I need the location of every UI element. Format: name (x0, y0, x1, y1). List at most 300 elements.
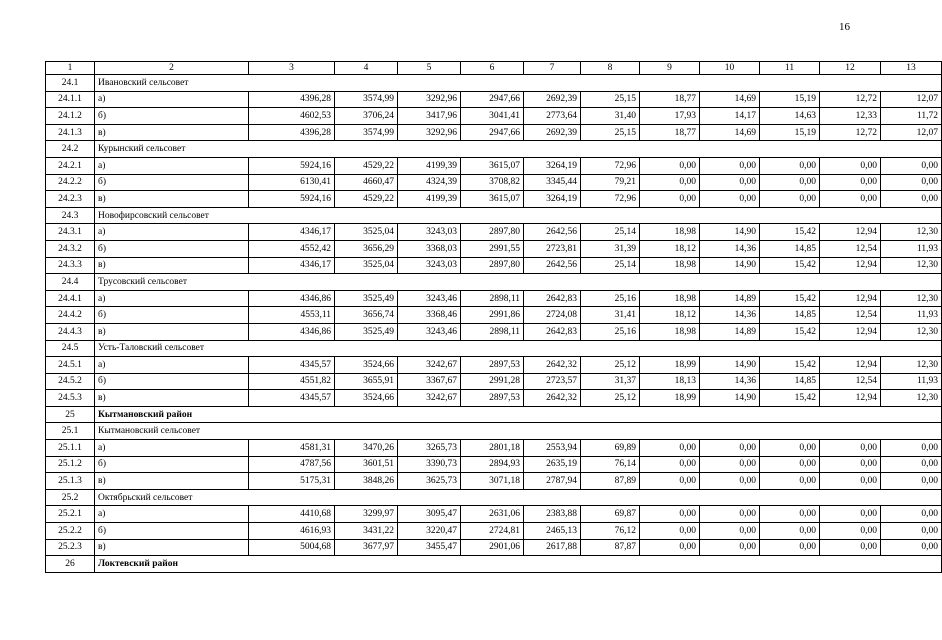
table-cell: 0,00 (760, 456, 820, 473)
table-cell: 3615,07 (461, 191, 524, 208)
row-code: 25.1.1 (46, 440, 95, 457)
table-cell: 12,94 (820, 357, 881, 374)
table-cell: 3574,99 (335, 124, 398, 141)
table-row (46, 257, 942, 274)
table-cell: 4345,57 (249, 357, 335, 374)
table-cell: 5175,31 (249, 473, 335, 490)
table-cell: 2642,32 (524, 357, 581, 374)
row-label: а) (95, 440, 249, 457)
column-header: 8 (581, 62, 640, 75)
table-cell: 2465,13 (524, 523, 581, 540)
table-cell: 69,89 (581, 440, 640, 457)
table-cell: 2631,06 (461, 506, 524, 523)
column-header: 12 (820, 62, 881, 75)
table-cell: 18,13 (640, 373, 700, 390)
table-cell: 4551,82 (249, 373, 335, 390)
table-cell: 0,00 (820, 174, 881, 191)
row-label: а) (95, 91, 249, 108)
table-cell: 2787,94 (524, 473, 581, 490)
row-code: 24.1.3 (46, 124, 95, 141)
table-cell: 4787,56 (249, 456, 335, 473)
table-cell: 11,93 (881, 240, 942, 257)
table-cell: 3368,46 (398, 307, 461, 324)
table-cell: 12,72 (820, 124, 881, 141)
table-cell: 0,00 (760, 191, 820, 208)
column-header: 11 (760, 62, 820, 75)
data-table (45, 61, 942, 573)
table-cell: 3524,66 (335, 357, 398, 374)
table-cell: 3431,22 (335, 523, 398, 540)
table-cell: 15,19 (760, 91, 820, 108)
table-cell: 0,00 (640, 523, 700, 540)
table-cell: 2897,53 (461, 390, 524, 407)
table-cell: 12,54 (820, 373, 881, 390)
table-row (46, 440, 942, 457)
table-cell: 3264,19 (524, 191, 581, 208)
table-cell: 0,00 (760, 157, 820, 174)
table-cell: 0,00 (760, 506, 820, 523)
group-title: Усть-Таловский сельсовет (95, 340, 942, 357)
column-header: 1 (46, 62, 95, 75)
table-cell: 4346,17 (249, 224, 335, 241)
table-cell: 4346,86 (249, 290, 335, 307)
table-cell: 12,54 (820, 240, 881, 257)
table-cell: 12,30 (881, 257, 942, 274)
table-cell: 3615,07 (461, 157, 524, 174)
table-cell: 18,12 (640, 240, 700, 257)
table-cell: 3367,67 (398, 373, 461, 390)
table-cell: 12,94 (820, 290, 881, 307)
table-row (46, 290, 942, 307)
table-cell: 12,94 (820, 323, 881, 340)
table-cell: 4602,53 (249, 108, 335, 125)
table-cell: 12,07 (881, 124, 942, 141)
group-title: Курынский сельсовет (95, 141, 942, 158)
table-row (46, 91, 942, 108)
row-code: 24.5.1 (46, 357, 95, 374)
table-cell: 2635,19 (524, 456, 581, 473)
row-label: в) (95, 539, 249, 556)
table-cell: 3417,96 (398, 108, 461, 125)
table-cell: 87,87 (581, 539, 640, 556)
table-cell: 0,00 (820, 456, 881, 473)
table-cell: 2898,11 (461, 323, 524, 340)
table-cell: 25,15 (581, 91, 640, 108)
row-label: а) (95, 157, 249, 174)
table-cell: 3292,96 (398, 91, 461, 108)
table-cell: 12,94 (820, 257, 881, 274)
table-row (46, 357, 942, 374)
table-cell: 14,69 (700, 124, 760, 141)
table-cell: 5004,68 (249, 539, 335, 556)
row-label: в) (95, 390, 249, 407)
table-cell: 2897,53 (461, 357, 524, 374)
table-cell: 25,15 (581, 124, 640, 141)
column-header: 4 (335, 62, 398, 75)
group-row (46, 274, 942, 291)
table-cell: 3708,82 (461, 174, 524, 191)
row-label: в) (95, 257, 249, 274)
table-cell: 0,00 (700, 191, 760, 208)
table-cell: 0,00 (640, 440, 700, 457)
row-code: 25.2 (46, 489, 95, 506)
table-cell: 4616,93 (249, 523, 335, 540)
table-cell: 4346,86 (249, 323, 335, 340)
table-row (46, 373, 942, 390)
group-row (46, 423, 942, 440)
table-cell: 3243,46 (398, 290, 461, 307)
table-cell: 31,39 (581, 240, 640, 257)
table-cell: 0,00 (760, 523, 820, 540)
column-header: 7 (524, 62, 581, 75)
table-cell: 2723,81 (524, 240, 581, 257)
column-header: 6 (461, 62, 524, 75)
table-cell: 15,42 (760, 323, 820, 340)
table-cell: 2898,11 (461, 290, 524, 307)
table-cell: 3299,97 (335, 506, 398, 523)
row-code: 24.3 (46, 207, 95, 224)
group-title: Октябрьский сельсовет (95, 489, 942, 506)
table-cell: 0,00 (881, 157, 942, 174)
table-cell: 14,90 (700, 224, 760, 241)
table-cell: 0,00 (881, 174, 942, 191)
row-code: 25.2.3 (46, 539, 95, 556)
table-cell: 3574,99 (335, 91, 398, 108)
table-cell: 79,21 (581, 174, 640, 191)
table-cell: 12,30 (881, 290, 942, 307)
row-code: 25.1.2 (46, 456, 95, 473)
column-header: 10 (700, 62, 760, 75)
table-row (46, 506, 942, 523)
table-cell: 3220,47 (398, 523, 461, 540)
row-code: 24.3.3 (46, 257, 95, 274)
table-cell: 4396,28 (249, 124, 335, 141)
table-cell: 2991,28 (461, 373, 524, 390)
table-cell: 0,00 (820, 157, 881, 174)
table-cell: 2897,80 (461, 257, 524, 274)
table-cell: 18,12 (640, 307, 700, 324)
table-cell: 31,40 (581, 108, 640, 125)
table-cell: 76,14 (581, 456, 640, 473)
table-cell: 0,00 (820, 523, 881, 540)
table-cell: 3525,49 (335, 290, 398, 307)
table-cell: 0,00 (640, 473, 700, 490)
group-row (46, 207, 942, 224)
group-row (46, 141, 942, 158)
table-cell: 3243,03 (398, 224, 461, 241)
table-cell: 0,00 (820, 440, 881, 457)
table-cell: 3656,74 (335, 307, 398, 324)
table-cell: 14,90 (700, 257, 760, 274)
table-cell: 18,99 (640, 390, 700, 407)
table-cell: 14,85 (760, 373, 820, 390)
table-row (46, 157, 942, 174)
table-cell: 25,16 (581, 290, 640, 307)
table-cell: 14,36 (700, 240, 760, 257)
table-cell: 3601,51 (335, 456, 398, 473)
group-title: Новофирсовский сельсовет (95, 207, 942, 224)
table-cell: 0,00 (881, 539, 942, 556)
row-label: б) (95, 307, 249, 324)
table-row (46, 390, 942, 407)
table-cell: 2894,93 (461, 456, 524, 473)
row-code: 24.3.1 (46, 224, 95, 241)
table-cell: 25,14 (581, 257, 640, 274)
table-cell: 72,96 (581, 157, 640, 174)
table-cell: 2901,06 (461, 539, 524, 556)
table-cell: 0,00 (760, 440, 820, 457)
table-cell: 3524,66 (335, 390, 398, 407)
table-cell: 4529,22 (335, 157, 398, 174)
table-cell: 12,30 (881, 357, 942, 374)
table-cell: 0,00 (760, 174, 820, 191)
row-label: б) (95, 523, 249, 540)
table-cell: 3677,97 (335, 539, 398, 556)
table-cell: 2947,66 (461, 91, 524, 108)
district-row (46, 406, 942, 423)
column-header: 13 (881, 62, 942, 75)
table-cell: 3455,47 (398, 539, 461, 556)
row-code: 24.3.2 (46, 240, 95, 257)
table-cell: 15,19 (760, 124, 820, 141)
table-row (46, 174, 942, 191)
row-label: а) (95, 290, 249, 307)
table-cell: 0,00 (700, 157, 760, 174)
table-cell: 2383,88 (524, 506, 581, 523)
table-cell: 3041,41 (461, 108, 524, 125)
table-row (46, 539, 942, 556)
table-cell: 4199,39 (398, 157, 461, 174)
table-cell: 3292,96 (398, 124, 461, 141)
table-cell: 0,00 (881, 456, 942, 473)
table-cell: 11,93 (881, 307, 942, 324)
table-cell: 12,30 (881, 224, 942, 241)
table-cell: 3655,91 (335, 373, 398, 390)
district-title: Локтевский район (95, 556, 942, 573)
table-cell: 2642,56 (524, 257, 581, 274)
table-cell: 2642,83 (524, 323, 581, 340)
table-cell: 12,94 (820, 390, 881, 407)
table-cell: 15,42 (760, 257, 820, 274)
table-cell: 0,00 (881, 506, 942, 523)
header-row (46, 62, 942, 75)
row-label: б) (95, 174, 249, 191)
table-cell: 14,63 (760, 108, 820, 125)
table-cell: 3470,26 (335, 440, 398, 457)
table-cell: 12,30 (881, 390, 942, 407)
table-cell: 2897,80 (461, 224, 524, 241)
table-cell: 4199,39 (398, 191, 461, 208)
column-header: 2 (95, 62, 249, 75)
row-label: а) (95, 224, 249, 241)
table-cell: 0,00 (640, 174, 700, 191)
row-label: в) (95, 473, 249, 490)
table-cell: 0,00 (820, 191, 881, 208)
table-cell: 31,41 (581, 307, 640, 324)
table-cell: 2617,88 (524, 539, 581, 556)
table-cell: 25,16 (581, 323, 640, 340)
table-cell: 18,77 (640, 91, 700, 108)
row-label: б) (95, 108, 249, 125)
page-number: 16 (839, 21, 850, 33)
row-code: 24.4.1 (46, 290, 95, 307)
table-cell: 3095,47 (398, 506, 461, 523)
table-cell: 2642,56 (524, 224, 581, 241)
table-cell: 5924,16 (249, 157, 335, 174)
table-cell: 18,98 (640, 323, 700, 340)
table-row (46, 240, 942, 257)
column-header: 5 (398, 62, 461, 75)
row-code: 25 (46, 406, 95, 423)
row-code: 25.2.1 (46, 506, 95, 523)
table-cell: 12,72 (820, 91, 881, 108)
table-cell: 18,98 (640, 290, 700, 307)
table-cell: 0,00 (881, 523, 942, 540)
table-cell: 3242,67 (398, 357, 461, 374)
row-label: в) (95, 191, 249, 208)
table-cell: 0,00 (640, 506, 700, 523)
table-cell: 25,12 (581, 390, 640, 407)
table-cell: 11,72 (881, 108, 942, 125)
table-cell: 18,99 (640, 357, 700, 374)
row-label: б) (95, 456, 249, 473)
table-cell: 4660,47 (335, 174, 398, 191)
row-code: 24.2.3 (46, 191, 95, 208)
row-label: в) (95, 323, 249, 340)
table-cell: 3345,44 (524, 174, 581, 191)
row-label: а) (95, 506, 249, 523)
row-code: 24.2 (46, 141, 95, 158)
row-code: 24.5 (46, 340, 95, 357)
table-cell: 14,90 (700, 357, 760, 374)
table-cell: 15,42 (760, 224, 820, 241)
group-row (46, 489, 942, 506)
table-row (46, 224, 942, 241)
table-cell: 2801,18 (461, 440, 524, 457)
table-cell: 12,07 (881, 91, 942, 108)
table-cell: 11,93 (881, 373, 942, 390)
table-cell: 18,98 (640, 224, 700, 241)
table-cell: 14,36 (700, 373, 760, 390)
table-cell: 2553,94 (524, 440, 581, 457)
table-cell: 15,42 (760, 357, 820, 374)
table-cell: 0,00 (640, 456, 700, 473)
table-cell: 4581,31 (249, 440, 335, 457)
table-cell: 0,00 (820, 473, 881, 490)
table-cell: 2947,66 (461, 124, 524, 141)
table-cell: 0,00 (700, 506, 760, 523)
table-cell: 0,00 (760, 539, 820, 556)
table-cell: 3525,49 (335, 323, 398, 340)
district-row (46, 556, 942, 573)
table-cell: 0,00 (881, 473, 942, 490)
group-title: Ивановский сельсовет (95, 75, 942, 92)
table-cell: 3656,29 (335, 240, 398, 257)
row-code: 24.1.2 (46, 108, 95, 125)
table-cell: 2692,39 (524, 91, 581, 108)
table-cell: 0,00 (700, 456, 760, 473)
table-cell: 18,98 (640, 257, 700, 274)
table-cell: 25,12 (581, 357, 640, 374)
row-label: в) (95, 124, 249, 141)
table-cell: 0,00 (640, 191, 700, 208)
table-cell: 3265,73 (398, 440, 461, 457)
table-cell: 4346,17 (249, 257, 335, 274)
table-cell: 18,77 (640, 124, 700, 141)
table-cell: 0,00 (700, 440, 760, 457)
table-cell: 3525,04 (335, 257, 398, 274)
table-cell: 3848,26 (335, 473, 398, 490)
group-row (46, 340, 942, 357)
table-cell: 14,90 (700, 390, 760, 407)
table-cell: 2692,39 (524, 124, 581, 141)
table-row (46, 323, 942, 340)
table-cell: 14,85 (760, 307, 820, 324)
table-cell: 4410,68 (249, 506, 335, 523)
table-cell: 5924,16 (249, 191, 335, 208)
table-cell: 2724,81 (461, 523, 524, 540)
table-row (46, 191, 942, 208)
table-cell: 4553,11 (249, 307, 335, 324)
table-cell: 14,36 (700, 307, 760, 324)
row-code: 24.5.2 (46, 373, 95, 390)
table-cell: 14,85 (760, 240, 820, 257)
table-cell: 2642,32 (524, 390, 581, 407)
row-code: 25.2.2 (46, 523, 95, 540)
table-cell: 14,17 (700, 108, 760, 125)
table-cell: 14,89 (700, 290, 760, 307)
row-code: 24.1.1 (46, 91, 95, 108)
group-title: Трусовский сельсовет (95, 274, 942, 291)
table-cell: 3242,67 (398, 390, 461, 407)
row-code: 24.4 (46, 274, 95, 291)
table-cell: 3243,46 (398, 323, 461, 340)
table-cell: 0,00 (640, 157, 700, 174)
table-cell: 0,00 (640, 539, 700, 556)
table-cell: 3368,03 (398, 240, 461, 257)
table-cell: 69,87 (581, 506, 640, 523)
table-cell: 25,14 (581, 224, 640, 241)
table-cell: 0,00 (820, 506, 881, 523)
table-cell: 12,30 (881, 323, 942, 340)
table-cell: 4552,42 (249, 240, 335, 257)
table-row (46, 108, 942, 125)
table-cell: 76,12 (581, 523, 640, 540)
row-code: 25.1 (46, 423, 95, 440)
table-cell: 15,42 (760, 290, 820, 307)
table-cell: 4396,28 (249, 91, 335, 108)
table-cell: 4345,57 (249, 390, 335, 407)
table-cell: 0,00 (700, 174, 760, 191)
row-code: 24.2.2 (46, 174, 95, 191)
table-row (46, 456, 942, 473)
row-code: 24.4.2 (46, 307, 95, 324)
column-header: 3 (249, 62, 335, 75)
table-row (46, 307, 942, 324)
table-cell: 0,00 (760, 473, 820, 490)
row-label: б) (95, 373, 249, 390)
table-cell: 12,54 (820, 307, 881, 324)
table-cell: 0,00 (700, 473, 760, 490)
row-label: б) (95, 240, 249, 257)
row-code: 26 (46, 556, 95, 573)
table-row (46, 473, 942, 490)
column-header: 9 (640, 62, 700, 75)
row-code: 24.5.3 (46, 390, 95, 407)
table-cell: 3243,03 (398, 257, 461, 274)
table-cell: 0,00 (700, 523, 760, 540)
table-cell: 2724,08 (524, 307, 581, 324)
